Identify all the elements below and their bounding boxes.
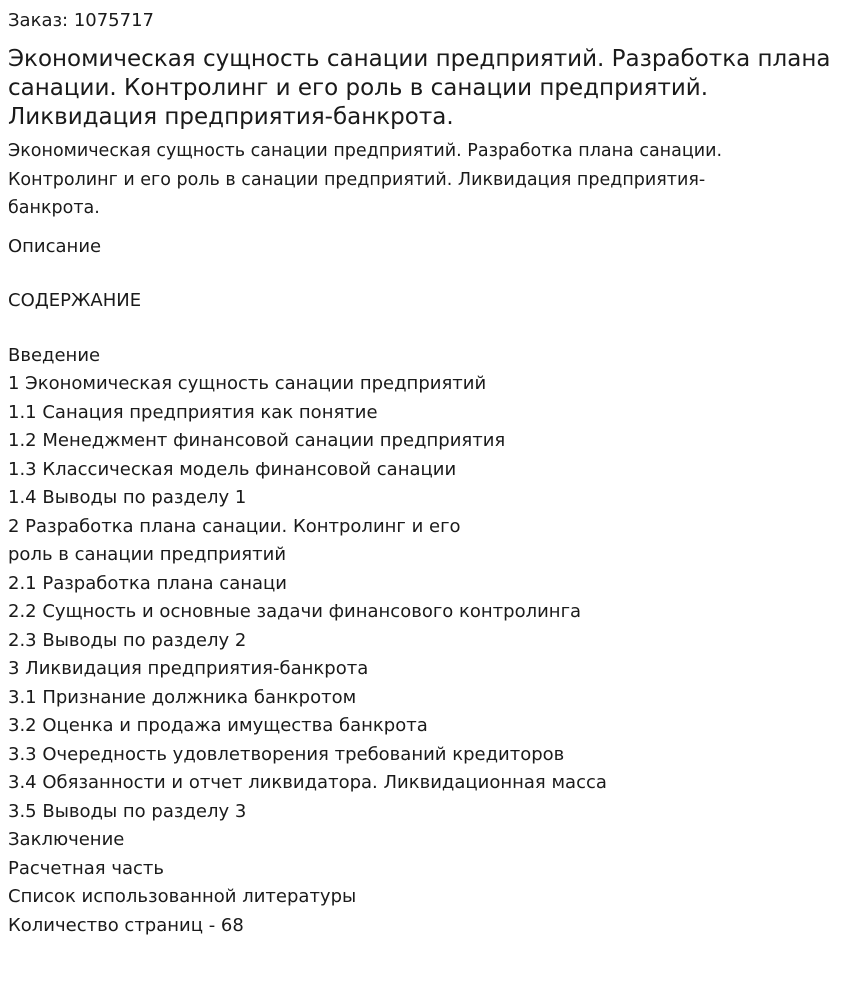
summary-line: Контролинг и его роль в санации предприятий. Ликвидация предприятия- — [8, 169, 706, 190]
toc-item: 1.4 Выводы по разделу 1 — [8, 487, 247, 508]
toc-item: 3.2 Оценка и продажа имущества банкрота — [8, 715, 428, 736]
toc-item: 1.3 Классическая модель финансовой санации — [8, 458, 457, 480]
toc-item: 2.3 Выводы по разделу 2 — [8, 629, 247, 651]
toc-item: роль в санации предприятий — [8, 544, 287, 565]
toc-item: 1.2 Менеджмент финансовой санации предприятия — [8, 430, 506, 451]
toc-item: 3.3 Очередность удовлетворения требований кредиторов — [8, 743, 565, 765]
toc-item: 2 Разработка плана санации. Контролинг и его — [8, 515, 461, 537]
toc-item: 1.1 Санация предприятия как понятие — [8, 401, 378, 423]
toc-item: 3.4 Обязанности и отчет ликвидатора. Ликвидационная масса — [8, 772, 607, 793]
toc-item: Заключение — [8, 829, 125, 850]
page-count: Количество страниц - 68 — [8, 914, 244, 936]
toc-item: 2.1 Разработка плана санаци — [8, 572, 287, 594]
toc-item: Список использованной литературы — [8, 886, 357, 907]
document-title: Экономическая сущность санации предприятий. Разработка плана санации. Контролинг и его роль в санации предприятий. Ликвидация предприятия-банкрота. — [8, 46, 831, 130]
toc-item: 3.1 Признание должника банкротом — [8, 686, 357, 708]
summary-line: банкрота. — [8, 198, 100, 218]
toc-item: 3.5 Выводы по разделу 3 — [8, 800, 247, 822]
toc-item: 3 Ликвидация предприятия-банкрота — [8, 658, 369, 679]
toc-item: 1 Экономическая сущность санации предприятий — [8, 373, 487, 394]
order-number: Заказ: 1075717 — [8, 10, 154, 31]
table-of-contents — [8, 342, 839, 941]
toc-item: 2.2 Сущность и основные задачи финансового контролинга — [8, 601, 582, 622]
document-summary — [8, 137, 808, 223]
toc-heading: СОДЕРЖАНИЕ — [8, 289, 142, 311]
summary-line: Экономическая сущность санации предприятий. Разработка плана санации. — [8, 141, 723, 161]
toc-item: Введение — [8, 344, 101, 366]
description-label: Описание — [8, 235, 102, 257]
toc-item: Расчетная часть — [8, 857, 164, 879]
